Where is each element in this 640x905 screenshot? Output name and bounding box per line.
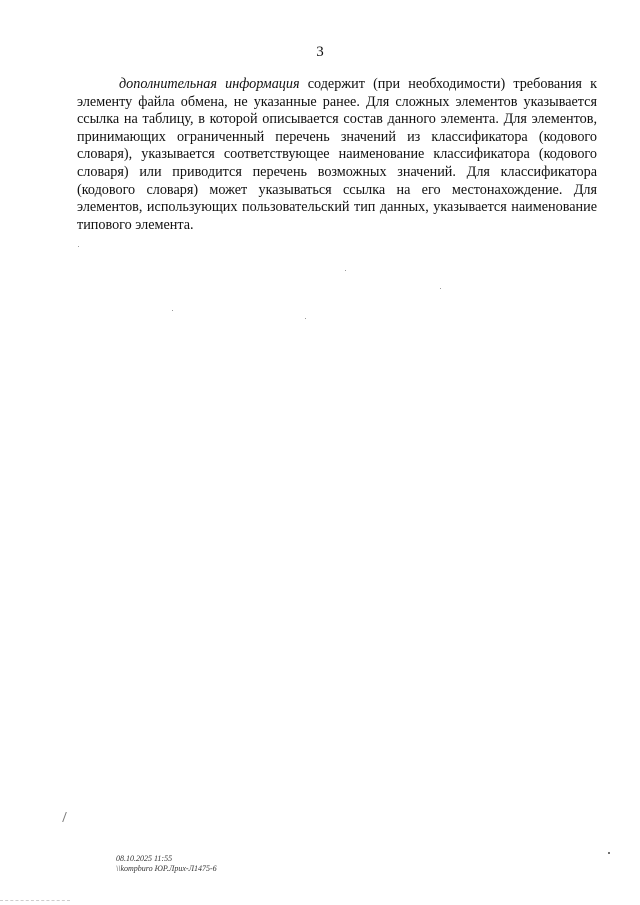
- paragraph-text: содержит (при необходимости) требования к элементу файла обмена, не указанные ранее. Для сложных элементов указывается ссылка на таблицу, в которой описывается состав данного элемента. Для элементов, принимающих ограниченный перечень значений из классификатора (кодового словаря), указывается соответствующее наименование классификатора (кодового словаря) или приводится перечень возможных значений. Для классификатора (кодового словаря) может указываться ссылка на его местонахождение. Для элементов, использующих пользовательский тип данных, указывается наименование типового элемента.: [77, 76, 597, 233]
- scan-speck: [305, 318, 306, 319]
- scan-speck: [172, 310, 173, 311]
- scan-mark: [62, 812, 71, 822]
- footer-timestamp: 08.10.2025 11:55: [116, 854, 173, 863]
- footer-path: \\kompburo ЮР.Лрих-Л1475-6: [116, 864, 217, 873]
- scan-speck: [440, 288, 441, 289]
- italic-term: дополнительная информация: [119, 76, 300, 92]
- body-text: [77, 76, 597, 234]
- paragraph: [77, 76, 597, 234]
- scan-dot: [608, 852, 610, 854]
- scan-speck: [78, 246, 79, 247]
- page-number: 3: [316, 44, 324, 60]
- footer: [116, 854, 217, 874]
- scan-speck: [345, 270, 346, 271]
- scan-edge: [0, 900, 70, 902]
